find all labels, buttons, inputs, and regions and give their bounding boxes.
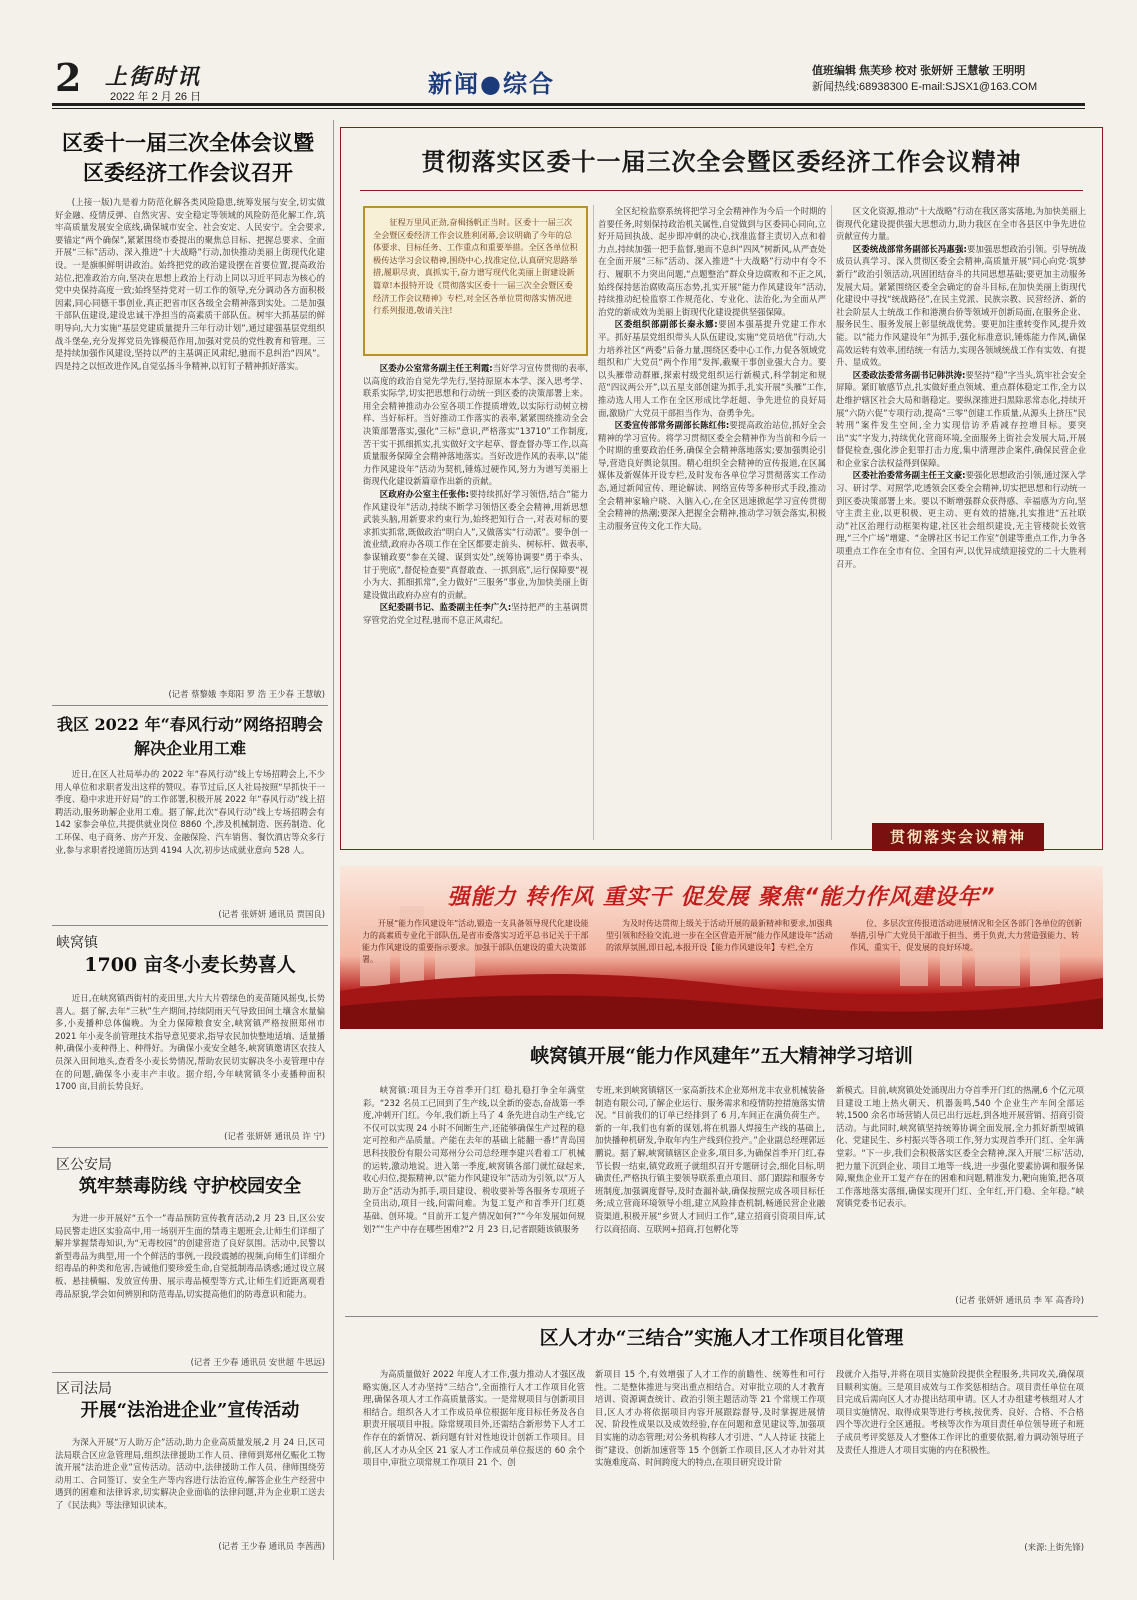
article1-title-line1: 区委十一届三次全体会议暨 — [62, 130, 314, 155]
article1-title-line2: 区委经济工作会议召开 — [83, 160, 293, 185]
feature-col3-lead4: 区委社治委常务副主任王文豪: — [852, 470, 966, 481]
feature-column-divider — [831, 205, 832, 840]
feature-col1-lead2: 区政府办公室主任张伟: — [379, 488, 469, 499]
article7-col2 — [595, 1368, 825, 1552]
article4-kicker: 区公安局 — [56, 1157, 112, 1173]
article7-col3 — [836, 1368, 1084, 1540]
article6-col2 — [595, 1084, 825, 1306]
feature-col1 — [363, 362, 588, 840]
editors-line: 值班编辑 焦芙珍 校对 张妍妍 王慧敏 王明明 — [812, 65, 1026, 77]
article2-body — [55, 768, 325, 906]
feature-intro-box — [363, 206, 588, 356]
article6-byline: (记者 张妍妍 通讯员 李 军 高香玲) — [955, 1295, 1084, 1305]
masthead-logo: 上街时讯 — [105, 64, 202, 90]
feature-col2-text2: 要固本强基提升党建工作水平。抓好基层党组织带头人队伍建设,实施“党员培优”行动,大力培养社区“两委”后备力量,围绕区委中心工作,力促各领域党组织和广大党员“两个作用”发挥,截聚干事创业强大合力。要以头雁带动群雁,探索村级党组织运行新模式,科学制定和规范“四议两公开”,以五星支部创建为抓手,扎实开展“头雁”工作,推动选人用人工作在全区形成比学赶超、争先进位的良好局面,激励广大党员干部担当作为、奋勇争先。 — [598, 319, 826, 418]
article3-byline: (记者 张妍妍 通讯员 许 宁) — [224, 1131, 325, 1141]
article2-text: 近日,在区人社局举办的 2022 年“春风行动”线上专场招聘会上,不少用人单位和求职者发出这样的赞叹。春节过后,区人社局按照“早抓快干一季度、稳中求进开好局”的工作部署,积极开展 2022 年“春风行动”线上招聘活动,服务助解企业用工难。据了解,此次“春风行动”线上专场招聘会有 142 家参会单位,共提供就业岗位 8860 个,涉及机械制造、医药制造、化工环保、电子商务、房产开发、金融保险、汽车销售、餐饮酒店等众多行业,参与求职者投递简历达到 4194 人次,初步达成就业意向 528 人。 — [55, 769, 325, 855]
feature-column-divider — [593, 205, 594, 840]
article7-col1 — [363, 1368, 585, 1552]
article5-kicker: 区司法局 — [56, 1381, 112, 1397]
feature-col2 — [598, 205, 826, 840]
feature-col2-para3 — [598, 419, 826, 532]
feature-col1-lead3: 区纪委副书记、监委副主任李广久: — [379, 602, 512, 613]
article7-col1-text: 为高质量做好 2022 年度人才工作,强力推动人才强区战略实施,区人才办坚持“三结合”,全面推行人才工作项目化管理,确保各项人才工作高质量落实。一是常规项目与创新项目相结合。组织各人才工作成员单位根据年度目标任务及各自职责开展项目申报。除常规项目外,还需结合新形势下人才工作存在的新情况、新问题有针对性地设计创新工作项目。目前,区人才办从全区 21 家人才工作成员单位报送的 60 余个项目中,审批立项常规工作项目 21 个、创 — [363, 1369, 585, 1468]
article-divider — [52, 1372, 328, 1373]
article1-body — [55, 196, 325, 686]
article-divider — [345, 1316, 1098, 1317]
feature-title-rule — [360, 190, 1083, 191]
article7-title: 区人才办“三结合”实施人才工作项目化管理 — [539, 1327, 904, 1349]
feature-col3-para2 — [836, 243, 1086, 369]
banner-text-2: 为及时传达贯彻上级关于活动开展的最新精神和要求,加强典型引领和经验交流,进一步在全区营造开展“能力作风建设年”活动的浓厚氛围,即日起,本报开设【能力作风建设年】专栏,全方 — [606, 919, 833, 952]
article3-kicker: 峡窝镇 — [56, 935, 98, 951]
hotline-line: 新闻热线:68938300 E-mail:SJSX1@163.COM — [812, 81, 1038, 93]
article6-col1 — [363, 1084, 585, 1306]
article3-text: 近日,在峡窝镇西街村的麦田里,大片大片碧绿色的麦苗随风摇曳,长势喜人。据了解,去年“三秋”生产期间,持续阴雨天气导致田间土壤含水量偏多,小麦播种总体偏晚。为全力保障粮食安全,峡窝镇严格按照郑州市 2021 年小麦冬前管理技术指导意见要求,指导农民加快整地适墒、适量播种,确保小麦种得上、种得好。为确保小麦安全越冬,峡窝镇邀请区农技人员深入田间地头,查看冬小麦长势情况,帮助农民切实解决冬小麦管理中存在的问题,确保冬小麦丰产丰收。据介绍,今年峡窝镇冬小麦播种面积 1700 亩,目前长势良好。 — [55, 993, 325, 1092]
feature-col1-para1 — [363, 362, 588, 488]
banner-text-3: 位、多层次宣传报道活动进展情况和全区各部门各单位的创新举措,引导广大党员干部敢于担当、勇于负责,大力营造强能力、转作风、重实干、促发展的良好环境。 — [850, 919, 1082, 952]
article2-title-line2: 解决企业用工难 — [133, 739, 246, 758]
publication-date: 2022 年 2 月 26 日 — [110, 91, 202, 103]
feature-col3-text4: 要强化思想政治引领,通过深入学习、研讨学、对照学,吃透领会区委全会精神,切实把思想和行动统一到区委决策部署上来。要以不断增强群众获得感、幸福感为方向,坚守主责主业,以更积极、更主动、更有效的措施,扎实推进“五社联动”社区治理行动框架构建,社区社会组织建设,无主管楼院长效管理,“三个广场”增建、“金牌社区书记工作室”创建等重点工作,力争各项重点工作在全市有位、全国有声,以优异成绩迎接党的二十大胜利召开。 — [836, 470, 1086, 569]
feature-col1-lead1: 区委办公室常务副主任王利霞: — [379, 363, 493, 373]
article7-byline: (来源:上街先锋) — [1024, 1542, 1084, 1552]
feature-col1-text1: 当好学习宣传贯彻的表率,以高度的政治自觉先学先行,坚持原原本本学、深入思考学、联系实际学,切实把思想和行动统一到区委的决策部署上来。用全会精神推动办公室各项工作提质增效,以实际行动树立榜样、当好标杆。当好推动工作落实的表率,紧紧围绕推动全会决策部署落实,强化“三标”意识,严格落实“13710”工作制度,苦干实干抓细抓实,扎实做好文字起草、督查督办等工作,以高质量服务保障全会精神落地落实。当好改进作风的表率,以“能力作风建设年”活动为契机,锤炼过硬作风,努力为谱写美丽上街现代化建设新篇章作出新的贡献。 — [363, 363, 588, 487]
page-number: 2 — [55, 55, 82, 100]
article4-byline: (记者 王少春 通讯员 安世超 牛思远) — [190, 1357, 325, 1367]
section-title: 新闻●综合 — [428, 69, 555, 98]
feature-tag: 贯彻落实会议精神 — [872, 823, 1044, 851]
header-rule-thin — [52, 108, 1085, 109]
feature-col2-para1: 全区纪检监察系统将把学习全会精神作为今后一个时期的首要任务,时刻保持政治机关属性,自觉做到与区委同心同向,立好开局回执战、起步即冲刺的决心,找准监督主责切入点和着力点,持续加强一把手监督,驰而不息纠“四风”树新风,从严查处在全面开展“三标”活动、深入推进“十大战略”行动中有令不行、履职不力突出问题,“点题整治”群众身边腐败和不正之风,始终保持惩治腐败高压态势,扎实开展“能力作风建设年”活动,持续推动纪检监察工作规范化、专业化、法治化,为全面从严治党的新成效为美丽上街现代化建设提供坚强保障。 — [598, 206, 826, 317]
article3-body — [55, 992, 325, 1128]
feature-col3-text2: 要加强思想政治引领。引导统战成员认真学习、深入贯彻区委全会精神,高质量开展“同心向党·筑梦新行”政治引领活动,巩固团结奋斗的共同思想基础;要更加主动服务发展大局。紧紧围绕区委全会确定的奋斗目标,在加快美丽上街现代化建设中寻找“统战路径”,在民主党派、民族宗教、民营经济、新的社会阶层人士统战工作和港澳台侨等领域开创新局面,在服务企业、服务民生、服务发展上彰显统战优势。要更加注重转变作风,提升效能。以“能力作风建设年”为抓手,强化标准意识,锤炼能力作风,确保高效运转有效率,团结统一有活力,实现各领域统战工作有实效、有提升、显成效。 — [836, 243, 1086, 368]
feature-col3-para3 — [836, 369, 1086, 470]
article3-title: 1700 亩冬小麦长势喜人 — [84, 954, 296, 976]
article6-col3-text: 新模式。目前,峡窝镇处处涌现出力夺首季开门红的热潮,6 个亿元项目建设工地上热火朝天、机器轰鸣,540 个企业生产车间全部运转,1500 余名市场营销人员已出行远赶,到各地开展营销、招商引资活动。与此同时,峡窝镇坚持统筹协调全面发展,全力抓好新型城镇化、党建民生、乡村振兴等各项工作,努力实现首季开门红、全年满堂彩。“下一步,我们会积极落实区委全会精神,深入开展‘三标’活动,把力量下沉到企业、项目工地等一线,进一步强化要素协调和服务保障,聚焦企业开工复产存在的困难和问题,精准发力,靶向施策,把各项工作落地落实落细,确保实现开门红、全年红,开门稳、全年稳。”峡窝镇党委书记表示。 — [836, 1085, 1084, 1209]
article2-title — [52, 713, 328, 761]
feature-col1-para3 — [363, 601, 588, 626]
article5-title: 开展“法治进企业”宣传活动 — [80, 1400, 300, 1421]
article-divider — [52, 925, 328, 926]
article6-col2-text: 专班,来到峡窝镇辖区一家高新技术企业郑州龙丰农业机械装备制造有限公司,了解企业运行、服务需求和疫情防控措施落实情况。“目前我们的订单已经排到了 6 月,车间正在满负荷生产。新的一年,我们也有新的谋划,将在机器人焊接生产线的基础上,加快播种机研发,争取年内生产线到位投产。”企业副总经理郭远鹏说。据了解,峡窝镇辖区企业多,项目多,为确保首季开门红,春节长假一结束,镇党政班子就组织召开专题研讨会,细化目标,明确责任,严格执行镇主要领导联系重点项目、部门跟踪和服务专班制度,加强调度督导,及时查漏补缺,确保按照完成各项目标任务;成立营商环境领导小组,建立风险排查机制,畅通民营企业融资渠道,积极开展“乡贤人才回归工作”,建立招商引资项目库,试行以商招商、互联网+招商,打包孵化等 — [595, 1085, 825, 1234]
article-divider — [52, 1147, 328, 1148]
article6-col3 — [836, 1084, 1084, 1292]
article4-body — [55, 1212, 325, 1352]
article-divider — [52, 705, 328, 706]
article1-text: (上接一版)九是着力防范化解各类风险隐患,统筹发展与安全,切实做好金融、疫情反弹、自然灾害、安全稳定等领域的风险防范化解工作,筑牢高质量发展安全底线,确保城市安全、社会安定、人民安宁。全会要求,要锚定“两个确保”,紧紧围绕市委提出的聚焦总目标、把握总要求、全面开展“三标”活动、深入推进“十大战略”行动,加快推动美丽上街现代化建设。一是旗帜鲜明讲政治。始终把党的政治建设摆在首要位置,提高政治站位,把准政治方向,坚决在思想上政治上行动上同以习近平同志为核心的党中央保持高度一致;始终坚持党对一切工作的领导,充分调动各方面积极因素,同心同德干事创业,真正把省市区各级全会精神落到实处。二是加强干部队伍建设,建设忠诚干净担当的高素质干部队伍。树牢大抓基层的鲜明导向,大力实施“基层党建质量提升三年行动计划”,通过建强基层党组织战斗堡垒,充分发挥党员先锋模范作用,加强对党员的党性教育和管理。三是持续加强作风建设,坚持以严的主基调正风肃纪,驰而不息纠治“四风”。四是持之以恒改进作风,自觉弘扬斗争精神,以钉钉子精神抓好落实。 — [55, 197, 325, 371]
feature-intro-text: 征程万里风正劲,奋楫扬帆正当时。区委十一届三次全会暨区委经济工作会议胜利闭幕,会议明确了今年的总体要求、目标任务、工作重点和重要举措。全区各单位积极传达学习会议精神,围绕中心,找准定位,认真研究思路举措,履职尽责、真抓实干,奋力谱写现代化美丽上街建设新篇章!本报特开设《贯彻落实区委十一届三次全会暨区委经济工作会议精神》专栏,对全区各单位贯彻落实情况进行系列报道,敬请关注! — [373, 217, 578, 316]
feature-title: 贯彻落实区委十一届三次全会暨区委经济工作会议精神 — [421, 147, 1022, 176]
feature-col2-lead2: 区委组织部副部长秦永娜: — [614, 319, 718, 330]
article4-title: 筑牢禁毒防线 守护校园安全 — [78, 1176, 302, 1197]
feature-col2-text3: 要提高政治站位,抓好全会精神的学习宣传。将学习贯彻区委全会精神作为当前和今后一个时期的重要政治任务,确保全会精神落地落实;要加强舆论引导,营造良好舆论氛围。精心组织全会精神的宣传报道,在区属媒体及新媒体开设专栏,及时发布各单位学习贯彻落实工作动态,通过新闻宣传、理论解读、网络宣传等多种形式手段,推动全会精神家喻户晓、入脑入心,在全区迅速掀起学习宣传贯彻全会精神的热潮;要深入把握全会精神,推动学习领会落实,积极主动服务宣传文化工作大局。 — [598, 420, 826, 531]
banner-text-1: 开展“能力作风建设年”活动,锻造一支具备领导现代化建设能力的高素质专业化干部队伍,是省市委落实习近平总书记关于干部能力作风建设的重要指示要求。加强干部队伍建设的重大决策部署。 — [362, 919, 589, 964]
header-rule — [52, 103, 1085, 106]
article1-byline: (记者 蔡黎娥 李郑阳 罗 浩 王少春 王慧敏) — [168, 689, 325, 699]
feature-col1-para2 — [363, 488, 588, 601]
feature-col1-text2: 要持续抓好学习领悟,结合“能力作风建设年”活动,持续不断学习领悟区委全会精神,用新思想武装头脑,用新要求约束行为,始终把知行合一,对表对标的要求抓实抓常,既做政治“明白人”,又做落实“行动派”。要争创一流业绩,政府办各项工作在全区都要走前头、树标杆、做表率,参谋辅政要“参在关键、谋到实处”,统筹协调要“勇于牵头、甘于兜底”,督促检查要“真督敢查、一抓到底”,运行保障要“视小为大、抓细抓常”,全力做好“三服务”事业,为加快美丽上街建设做出政府办应有的贡献。 — [363, 488, 588, 600]
article2-byline: (记者 张妍妍 通讯员 贾国良) — [218, 909, 325, 919]
article4-text: 为进一步开展好“五个一”毒品预防宣传教育活动,2 月 23 日,区公安局民警走进区实验高中,用一场别开生面的禁毒主题班会,让师生们详细了解并掌握禁毒知识,为“无毒校园”的创建营造了良好氛围。活动中,民警以新型毒品为典型,用一个个鲜活的事例,一段段震撼的视频,向师生们详细介绍毒品的种类和危害,告诫他们要珍爱生命,自觉抵制毒品诱惑;通过设立展板、悬挂横幅、发放宣传册、展示毒品模型等方式,让师生们近距离观看毒品原貌,学会如何辨别和防范毒品,切实提高他们的防毒意识和能力。 — [55, 1213, 325, 1299]
feature-col2-para2 — [598, 318, 826, 419]
editors-info — [812, 63, 1072, 95]
article1-title — [52, 128, 324, 188]
feature-col3-lead2: 区委统战部常务副部长冯惠强: — [852, 243, 967, 254]
article6-col1-text: 峡窝镇:项目为王夺首季开门红 稳扎稳打争全年满堂彩。“232 名员工已回到了生产线,以全新的姿态,奋战第一季度,冲刺开门红。今年,我们新上马了 4 条先进自动生产线,它不仅可以实现 24 小时不间断生产,还能够确保生产过程的稳定可控和产品质量。产能在去年的基础上能翻一番!”青岛国思科技股份有限公司郑州分公司总经理李建兴看着工厂机械的运转,激动地说。进入第一季度,峡窝镇各部门就忙碌起来,收心归位,提振精神,以“能力作风建设年”活动为引领,以“万人助万企”活动为抓手,项目建设、税收要补等各服务专项班子全员出动,项目一线,问需问难。为复工复产和首季开门红奠基础、创环境。“目前开工复产情况如何?”“今年发展如何规划?”“生产中存在哪些困难?”2 月 23 日,记者跟随该镇服务 — [363, 1085, 585, 1234]
banner-title: 强能力 转作风 重实干 促发展 聚焦“能力作风建设年” — [447, 885, 996, 910]
feature-col3-text3: 要坚持“稳”字当头,筑牢社会安全屏障。紧盯敏感节点,扎实做好重点领域、重点群体稳定工作,全力以赴维护辖区社会大局和谐稳定。要纵深推进扫黑除恶常态化,持续开展“六防六促”专项行动,提高“三零”创建工作质量,从源头上挤压“民转刑”案件发生空间,全力实现信访矛盾减存控增目标。要突出“实”字发力,持续优化营商环境,全面服务上街社会发展大局,开展督促检查,强化涉企犯罪打击力度,集中清理涉企案件,确保民营企业和企业家合法权益得到保障。 — [836, 369, 1086, 468]
feature-col3-para1: 区文化资源,推动“十大战略”行动在我区落实落地,为加快美丽上街现代化建设提供强大思想动力,助力我区在全市各县区中争先进位贡献宣传力量。 — [836, 206, 1086, 242]
article7-col2-text: 新项目 15 个,有效增强了人才工作的前瞻性、统筹性和可行性。二是整体推进与突出重点相结合。对审批立项的人才教育培训、资源调查统计、政治引领主题活动等 21 个常规工作项目,区人才办将依据项目内容开展跟踪督导,及时掌握进展情况、阶段性成果以及成效经验,存在问题和意见建议等,加强项目实施的动态管理;对公务机构移人才引进、“人人持证 技能上街”建设、创新加速营等 15 个创新工作项目,区人才办针对其实施难度高、时间跨度大的特点,在项目研究设计阶 — [595, 1369, 825, 1468]
feature-col3 — [836, 205, 1086, 817]
banner — [340, 866, 1103, 1029]
article5-text: 为深入开展“万人助万企”活动,助力企业高质量发展,2 月 24 日,区司法局联合区应急管理局,组织法律援助工作人员、律师到郑州亿赈化工物流开展“法治进企业”宣传活动。活动中,法律援助工作人员、律师围绕劳动用工、合同签订、安全生产等内容进行法治宣传,解答企业生产经营中遇到的困难和法律诉求,切实解决企业面临的法律问题,并为企业职工送去了《民法典》等法律知识读本。 — [55, 1437, 325, 1510]
feature-col1-text3: 坚持把严的主基调贯穿管党治党全过程,驰而不息正风肃纪。 — [363, 602, 588, 625]
article2-title-line1: 我区 2022 年“春风行动”网络招聘会 — [56, 715, 324, 734]
article7-col3-text: 段就介入指导,并将在项目实施阶段提供全程服务,共同攻关,确保项目顺利实施。三是项目成效与工作奖惩相结合。项目责任单位在项目完成后需向区人才办提出结项申请。区人才办组建考核组对人才项目实施情况、取得成果等进行考核,按优秀、良好、合格、不合格四个等次进行全区通报。考核等次作为项目责任单位领导班子和班子成员考评奖惩及人才整体工作评比的重要依据,着力调动领导班子及责任人推进人才项目实施的内在积极性。 — [836, 1369, 1084, 1455]
column-divider — [333, 120, 334, 1560]
feature-col3-lead3: 区委政法委常务副书记韩洪涛: — [852, 369, 966, 380]
article5-byline: (记者 王少春 通讯员 李茜茜) — [218, 1541, 325, 1551]
article6-title: 峡窝镇开展“能力作风建年”五大精神学习培训 — [530, 1045, 913, 1067]
feature-col2-lead3: 区委宣传部常务副部长陈红伟: — [614, 420, 730, 431]
article5-body — [55, 1436, 325, 1536]
feature-col3-para4 — [836, 469, 1086, 570]
